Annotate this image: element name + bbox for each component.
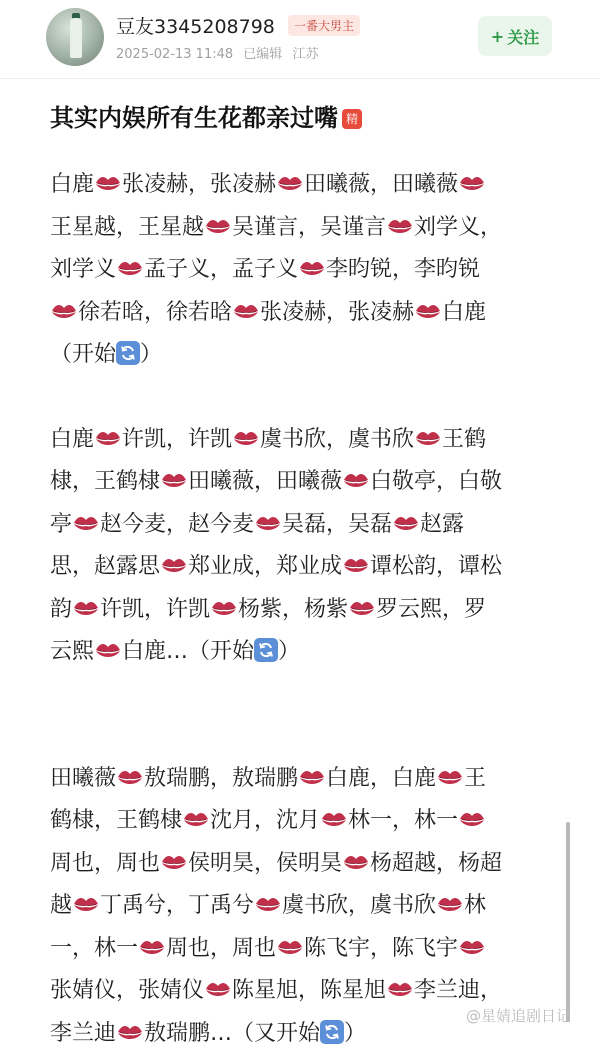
kiss-mark-icon bbox=[459, 931, 485, 951]
kiss-mark-icon bbox=[211, 592, 237, 612]
post-title-row bbox=[50, 98, 362, 133]
text-segment: 刘学义 bbox=[50, 257, 117, 282]
text-segment: 刘学义， bbox=[414, 214, 503, 240]
text-line bbox=[50, 334, 555, 377]
avatar-bottle bbox=[70, 18, 82, 58]
kiss-mark-icon bbox=[183, 803, 209, 823]
kiss-mark-icon bbox=[117, 252, 143, 272]
post-header bbox=[0, 0, 600, 80]
text-segment: 吴谨言，吴谨言 bbox=[232, 214, 387, 240]
text-line bbox=[50, 589, 555, 632]
kiss-mark-icon bbox=[349, 592, 375, 612]
edited-label: 已编辑 bbox=[243, 47, 283, 62]
refresh-icon bbox=[320, 1020, 344, 1044]
text-segment: 云熙 bbox=[50, 639, 95, 664]
scrollbar[interactable] bbox=[566, 822, 570, 1022]
text-line bbox=[50, 546, 555, 589]
post-timestamp: 2025-02-13 11:48 bbox=[116, 47, 234, 62]
text-segment: 张婧仪，张婧仪 bbox=[50, 978, 205, 1003]
text-segment: 越 bbox=[50, 893, 73, 918]
kiss-mark-icon bbox=[51, 295, 77, 315]
post-title: 其实内娱所有生花都亲过嘴 bbox=[50, 104, 338, 132]
text-segment: 棣，王鹤棣 bbox=[50, 469, 161, 494]
text-segment: 虞书欣，虞书欣 bbox=[282, 893, 437, 918]
kiss-mark-icon bbox=[299, 252, 325, 272]
kiss-mark-icon bbox=[387, 973, 413, 993]
text-segment: 王星越，王星越 bbox=[50, 214, 205, 240]
kiss-mark-icon bbox=[277, 167, 303, 187]
kiss-mark-icon bbox=[343, 549, 369, 569]
header-divider bbox=[0, 78, 600, 79]
kiss-mark-icon bbox=[343, 846, 369, 866]
text-line bbox=[50, 631, 555, 674]
kiss-mark-icon bbox=[205, 973, 231, 993]
plus-icon: + bbox=[490, 26, 505, 46]
featured-tag: 精 bbox=[342, 109, 362, 129]
kiss-mark-icon bbox=[437, 888, 463, 908]
paragraph-gap bbox=[50, 377, 555, 419]
text-segment: 赵露 bbox=[420, 511, 465, 537]
author-badge: 一番大男主 bbox=[288, 15, 360, 36]
text-segment: 侯明昊，侯明昊 bbox=[188, 850, 343, 876]
text-line bbox=[50, 292, 555, 335]
kiss-mark-icon bbox=[117, 761, 143, 781]
text-segment: 虞书欣，虞书欣 bbox=[260, 426, 415, 452]
text-line bbox=[50, 419, 555, 462]
text-line bbox=[50, 758, 555, 801]
text-segment: 张凌赫，张凌赫 bbox=[122, 172, 277, 197]
text-segment: 周也，周也 bbox=[166, 935, 277, 961]
kiss-mark-icon bbox=[343, 464, 369, 484]
text-line bbox=[50, 504, 555, 547]
text-segment: 白鹿，白鹿 bbox=[326, 765, 437, 791]
author-name[interactable]: 豆友3345208798 bbox=[116, 16, 275, 38]
text-segment: 杨超越，杨超 bbox=[370, 850, 503, 876]
kiss-mark-icon bbox=[299, 761, 325, 781]
kiss-mark-icon bbox=[95, 422, 121, 442]
text-segment: 陈飞宇，陈飞宇 bbox=[304, 935, 459, 961]
text-line bbox=[50, 249, 555, 292]
kiss-mark-icon bbox=[161, 846, 187, 866]
text-segment: 丁禹兮，丁禹兮 bbox=[100, 893, 255, 918]
text-segment: 沈月，沈月 bbox=[210, 808, 321, 833]
text-segment: 敖瑞鹏…（又开始 bbox=[144, 1020, 321, 1046]
watermark: @星婧追剧日记 bbox=[466, 1007, 572, 1025]
kiss-mark-icon bbox=[139, 931, 165, 951]
post-meta bbox=[116, 43, 324, 62]
post-location: 江苏 bbox=[292, 47, 319, 62]
kiss-mark-icon bbox=[73, 507, 99, 527]
text-segment: （开始 bbox=[50, 342, 117, 367]
kiss-mark-icon bbox=[321, 803, 347, 823]
text-line bbox=[50, 928, 555, 971]
text-segment: 敖瑞鹏，敖瑞鹏 bbox=[144, 765, 299, 791]
kiss-mark-icon bbox=[437, 761, 463, 781]
text-segment: 白敬亭，白敬 bbox=[370, 469, 503, 494]
kiss-mark-icon bbox=[459, 167, 485, 187]
kiss-mark-icon bbox=[95, 634, 121, 654]
text-segment: 白鹿 bbox=[50, 426, 95, 452]
text-segment: 罗云熙，罗 bbox=[376, 596, 487, 622]
paragraph bbox=[50, 419, 555, 674]
kiss-mark-icon bbox=[277, 931, 303, 951]
kiss-mark-icon bbox=[415, 422, 441, 442]
kiss-mark-icon bbox=[459, 803, 485, 823]
text-segment: 许凯，许凯 bbox=[100, 596, 211, 622]
text-segment: 徐若晗，徐若晗 bbox=[78, 299, 233, 325]
text-segment: 李兰迪， bbox=[414, 978, 503, 1003]
text-segment: 谭松韵，谭松 bbox=[370, 554, 503, 579]
text-segment: 韵 bbox=[50, 596, 73, 622]
text-segment: 白鹿 bbox=[442, 299, 487, 325]
text-segment: 吴磊，吴磊 bbox=[282, 511, 393, 537]
text-segment: 李兰迪 bbox=[50, 1020, 117, 1046]
text-segment: 张凌赫，张凌赫 bbox=[260, 299, 415, 325]
text-segment: 王 bbox=[464, 765, 487, 791]
text-segment: 田曦薇，田曦薇 bbox=[188, 469, 343, 494]
kiss-mark-icon bbox=[415, 295, 441, 315]
kiss-mark-icon bbox=[255, 507, 281, 527]
kiss-mark-icon bbox=[117, 1016, 143, 1036]
kiss-mark-icon bbox=[393, 507, 419, 527]
paragraph bbox=[50, 164, 555, 377]
paragraph-gap bbox=[50, 674, 555, 758]
text-line bbox=[50, 164, 555, 207]
refresh-icon bbox=[254, 638, 278, 662]
text-segment: 鹤棣，王鹤棣 bbox=[50, 808, 183, 833]
kiss-mark-icon bbox=[255, 888, 281, 908]
post-body bbox=[50, 164, 555, 1055]
text-line bbox=[50, 461, 555, 504]
text-segment: 思，赵露思 bbox=[50, 554, 161, 579]
text-segment: 田曦薇，田曦薇 bbox=[304, 172, 459, 197]
text-segment: ） bbox=[278, 639, 301, 664]
text-segment: 一，林一 bbox=[50, 935, 139, 961]
text-segment: 孟子义，孟子义 bbox=[144, 257, 299, 282]
text-segment: 林 bbox=[464, 893, 487, 918]
text-segment: 杨紫，杨紫 bbox=[238, 596, 349, 622]
text-line bbox=[50, 843, 555, 886]
kiss-mark-icon bbox=[387, 210, 413, 230]
text-line bbox=[50, 207, 555, 250]
text-line bbox=[50, 885, 555, 928]
text-segment: 郑业成，郑业成 bbox=[188, 554, 343, 579]
kiss-mark-icon bbox=[161, 549, 187, 569]
kiss-mark-icon bbox=[205, 210, 231, 230]
text-segment: 白鹿…（开始 bbox=[122, 639, 255, 664]
follow-button[interactable] bbox=[478, 16, 552, 56]
text-segment: 林一，林一 bbox=[348, 808, 459, 833]
text-segment: 周也，周也 bbox=[50, 850, 161, 876]
text-segment: 陈星旭，陈星旭 bbox=[232, 978, 387, 1003]
kiss-mark-icon bbox=[233, 295, 259, 315]
text-segment: 赵今麦，赵今麦 bbox=[100, 511, 255, 537]
text-segment: 王鹤 bbox=[442, 426, 487, 452]
text-line bbox=[50, 800, 555, 843]
text-segment: 亭 bbox=[50, 511, 73, 537]
text-segment: 田曦薇 bbox=[50, 765, 117, 791]
text-segment: 白鹿 bbox=[50, 172, 95, 197]
kiss-mark-icon bbox=[95, 167, 121, 187]
kiss-mark-icon bbox=[73, 592, 99, 612]
kiss-mark-icon bbox=[73, 888, 99, 908]
text-segment: ） bbox=[140, 342, 163, 367]
text-segment: 许凯，许凯 bbox=[122, 426, 233, 452]
text-segment: ） bbox=[344, 1020, 367, 1046]
kiss-mark-icon bbox=[161, 464, 187, 484]
kiss-mark-icon bbox=[233, 422, 259, 442]
text-segment: 李昀锐，李昀锐 bbox=[326, 257, 481, 282]
avatar[interactable] bbox=[46, 8, 104, 66]
refresh-icon bbox=[116, 341, 140, 365]
follow-label: 关注 bbox=[507, 27, 540, 47]
